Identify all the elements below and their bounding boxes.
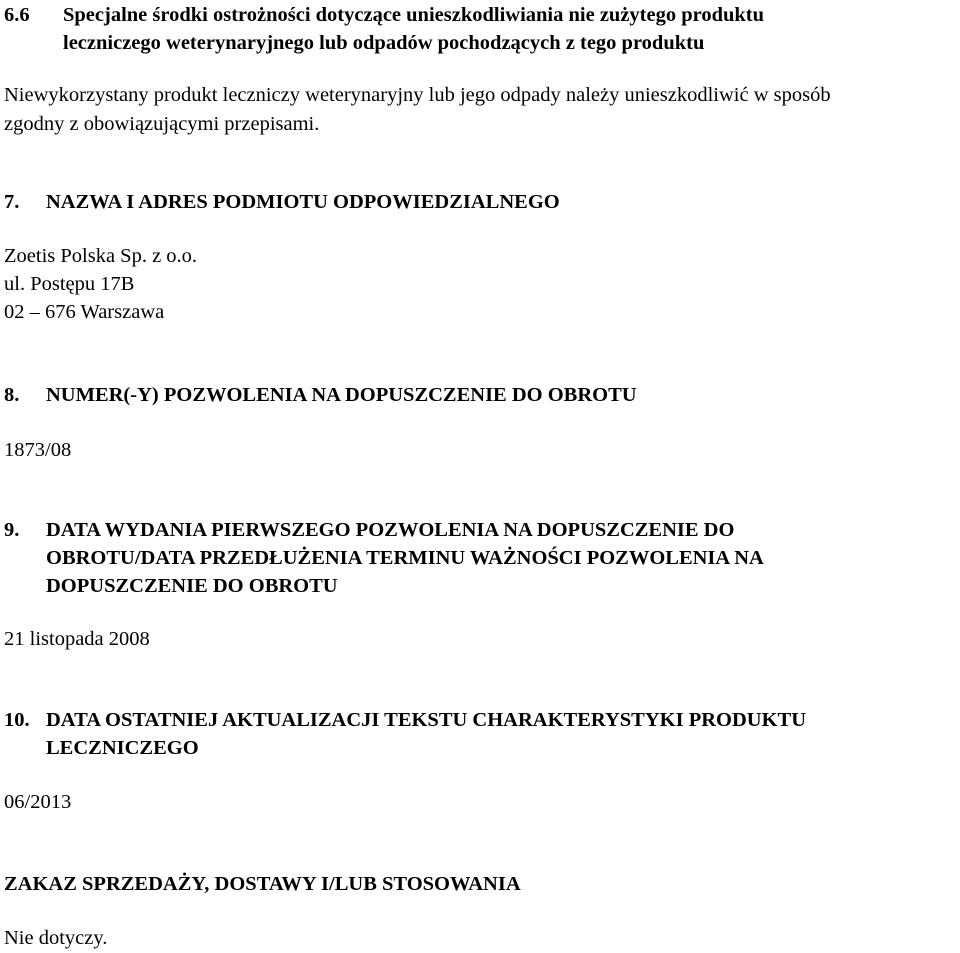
body-line: zgodny z obowiązującymi przepisami.	[4, 113, 320, 135]
section-title-line: DATA WYDANIA PIERWSZEGO POZWOLENIA NA DOPUSZCZENIE DO	[46, 519, 735, 541]
section-title-line: DATA OSTATNIEJ AKTUALIZACJI TEKSTU CHARAKTERYSTYKI PRODUKTU	[46, 709, 807, 731]
body-line: Niewykorzystany produkt leczniczy weterynaryjny lub jego odpady należy unieszkodliwić w sposób	[4, 84, 831, 106]
section-title-line: LECZNICZEGO	[46, 737, 199, 759]
sales-section-heading	[4, 870, 521, 898]
section-title: NUMER(-Y) POZWOLENIA NA DOPUSZCZENIE DO OBROTU	[46, 384, 637, 406]
address-city: 02 – 676 Warszawa	[4, 301, 165, 323]
section-title-line: leczniczego weterynaryjnego lub odpadów pochodzących z tego produktu	[63, 32, 705, 54]
section-9-value: 21 listopada 2008	[4, 628, 150, 650]
section-8-value: 1873/08	[4, 439, 72, 461]
section-number: 6.6	[4, 4, 30, 26]
section-title-line: Specjalne środki ostrożności dotyczące unieszkodliwiania nie zużytego produktu	[63, 4, 765, 26]
section-7-address	[4, 242, 197, 326]
sales-section-value: Nie dotyczy.	[4, 927, 108, 949]
section-number: 8.	[4, 384, 20, 406]
section-title	[46, 706, 806, 762]
section-title	[63, 1, 764, 57]
section-title: ZAKAZ SPRZEDAŻY, DOSTAWY I/LUB STOSOWANIA	[4, 873, 521, 895]
section-6-6-body	[4, 81, 831, 139]
section-number: 7.	[4, 191, 20, 213]
section-title: NAZWA I ADRES PODMIOTU ODPOWIEDZIALNEGO	[46, 191, 560, 213]
section-number: 9.	[4, 519, 20, 541]
section-title-line: DOPUSZCZENIE DO OBROTU	[46, 575, 338, 597]
section-title-line: OBROTU/DATA PRZEDŁUŻENIA TERMINU WAŻNOŚCI POZWOLENIA NA	[46, 547, 764, 569]
section-number: 10.	[4, 709, 30, 731]
address-company: Zoetis Polska Sp. z o.o.	[4, 245, 198, 267]
section-10-value: 06/2013	[4, 791, 72, 813]
section-title	[46, 516, 764, 600]
address-street: ul. Postępu 17B	[4, 273, 135, 295]
